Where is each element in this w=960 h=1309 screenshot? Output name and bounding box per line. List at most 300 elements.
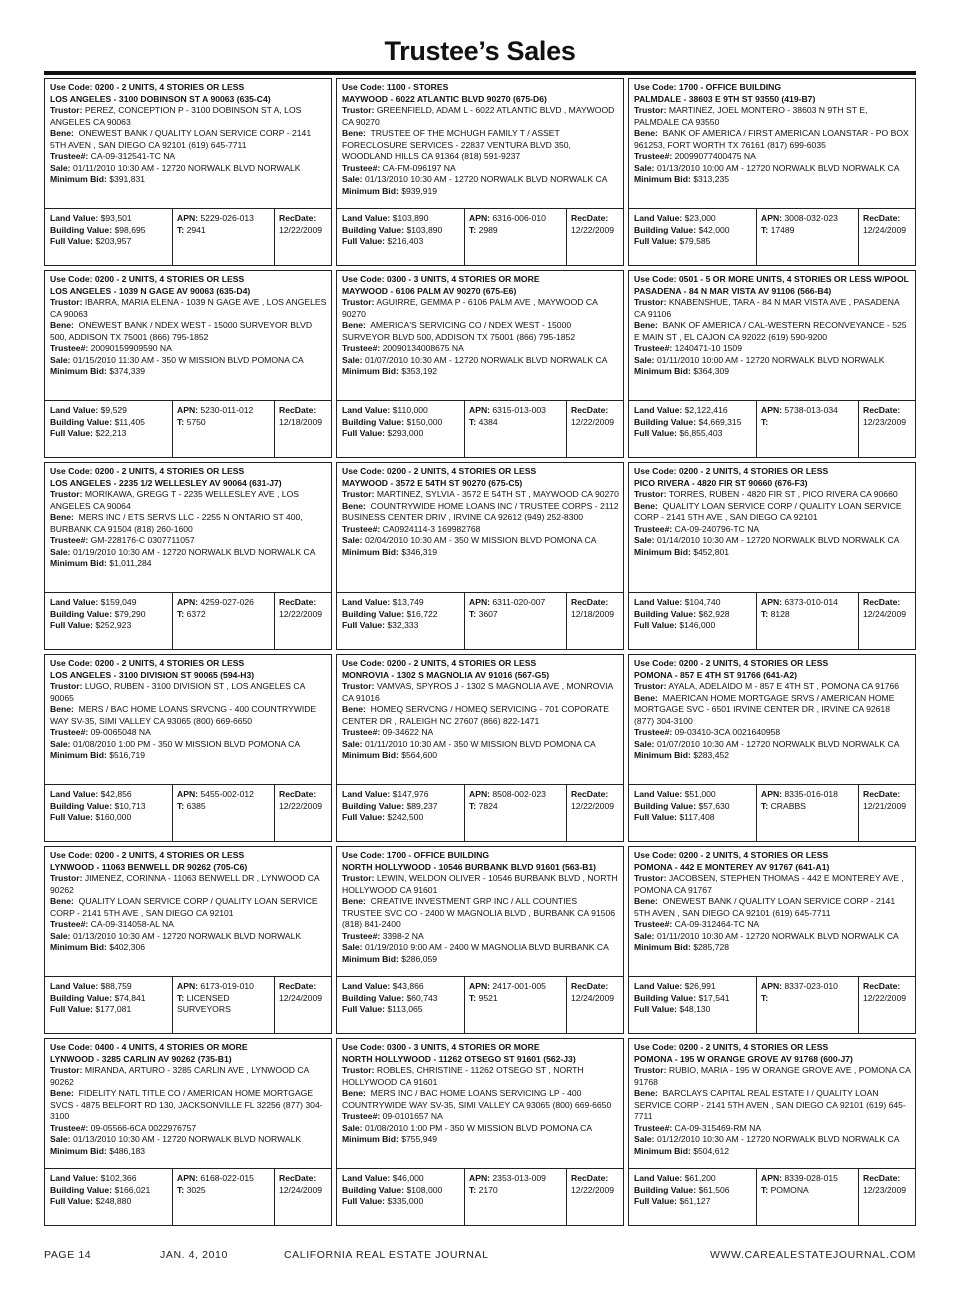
min-bid-line	[634, 174, 911, 186]
apn-label: APN:	[761, 597, 783, 607]
sale-value: 01/11/2010 10:30 AM - 12720 NORWALK BLVD NORWALK	[72, 162, 301, 173]
land-label: Land Value:	[342, 981, 391, 991]
t-label: T:	[177, 416, 185, 427]
trustee-label: Trustee#:	[50, 919, 89, 929]
property-address: NORTH HOLLYWOOD - 11262 OTSEGO ST 91601 (562-J3)	[342, 1053, 576, 1064]
t-value: 2941	[186, 224, 206, 235]
use-code: Use Code: 0300 - 3 UNITS, 4 STORIES OR MORE	[342, 274, 540, 284]
full-value: $252,923	[95, 620, 132, 630]
use-code: Use Code: 0200 - 2 UNITS, 4 STORIES OR LESS	[634, 850, 829, 860]
full-label: Full Value:	[634, 812, 677, 822]
apn-label: APN:	[761, 789, 783, 799]
full-value: $248,880	[95, 1196, 132, 1206]
trustor-label: Trustor:	[50, 489, 83, 499]
full-value: $22,213	[95, 428, 127, 438]
sale-label: Sale:	[342, 174, 363, 184]
bene-line	[634, 896, 911, 919]
recdate-value: 12/24/2009	[279, 992, 323, 1003]
property-address: POMONA - 195 W ORANGE GROVE AV 91768 (600-J7)	[634, 1053, 853, 1064]
values-cell	[45, 593, 173, 649]
values-cell	[45, 401, 173, 457]
trustee-value: CA-FM-096197 NA	[382, 162, 456, 173]
apn-value: 4259-027-026	[200, 597, 254, 607]
valuation-row	[45, 400, 331, 457]
valuation-row	[629, 592, 915, 649]
trustor-label: Trustor:	[342, 489, 375, 499]
min-bid-line	[342, 954, 619, 966]
min-bid-value: $402,306	[109, 942, 146, 952]
land-label: Land Value:	[342, 1173, 391, 1183]
bene-value: CREATIVE INVESTMENT GRP INC / ALL COUNTIES TRUSTEE SVC CO - 2400 W MAGNOLIA BLVD , BURBANK CA 91506 (818) 841-2400	[342, 896, 616, 929]
trustor-line	[634, 1065, 911, 1088]
trustor-line	[50, 489, 327, 512]
full-label: Full Value:	[50, 1004, 93, 1014]
land-label: Land Value:	[50, 405, 99, 415]
bene-line	[50, 704, 327, 727]
sale-value: 01/08/2010 1:00 PM - 350 W MISSION BLVD POMONA CA	[72, 738, 301, 749]
sale-line	[50, 547, 327, 559]
recdate-value: 12/22/2009	[571, 416, 615, 427]
trustor-label: Trustor:	[50, 297, 83, 307]
trustor-value: MARTINEZ, SYLVIA - 3572 E 54TH ST , MAYWOOD CA 90270	[376, 489, 619, 499]
full-label: Full Value:	[50, 236, 93, 246]
full-label: Full Value:	[634, 428, 677, 438]
trustor-value: TORRES, RUBEN - 4820 FIR ST , PICO RIVERA CA 90660	[668, 489, 898, 499]
bene-line	[342, 128, 619, 163]
full-value: $242,500	[387, 812, 424, 822]
apn-label: APN:	[469, 981, 491, 991]
full-value: $146,000	[679, 620, 716, 630]
sale-line	[342, 1123, 619, 1135]
land-value: $9,529	[100, 405, 127, 415]
trustee-line	[50, 343, 327, 355]
min-bid-value: $285,728	[693, 942, 730, 952]
sale-value: 01/07/2010 10:30 AM - 12720 NORWALK BLVD NORWALK CA	[656, 738, 900, 749]
trustor-label: Trustor:	[50, 873, 83, 883]
t-value: CRABBS	[770, 800, 806, 811]
apn-label: APN:	[761, 213, 783, 223]
building-value: $150,000	[406, 416, 443, 427]
values-cell	[337, 209, 465, 265]
apn-cell	[173, 977, 275, 1033]
min-bid-value: $391,831	[109, 174, 146, 184]
apn-cell	[757, 593, 859, 649]
bene-label: Bene:	[634, 128, 658, 138]
recdate-cell	[859, 401, 915, 457]
trustor-line	[634, 105, 911, 128]
apn-cell	[465, 209, 567, 265]
land-label: Land Value:	[50, 213, 99, 223]
bene-line	[342, 704, 619, 727]
values-cell	[629, 401, 757, 457]
valuation-row	[629, 1168, 915, 1225]
building-value: $16,722	[406, 608, 438, 619]
property-address: MAYWOOD - 6022 ATLANTIC BLVD 90270 (675-D6)	[342, 93, 547, 104]
listing-record	[336, 654, 624, 842]
min-bid-value: $486,183	[109, 1145, 146, 1156]
use-code: Use Code: 0200 - 2 UNITS, 4 STORIES OR LESS	[342, 658, 537, 668]
valuation-row	[45, 784, 331, 841]
full-value: $293,000	[387, 428, 424, 438]
bene-value: ONEWEST BANK / QUALITY LOAN SERVICE CORP - 2141 5TH AVEN , SAN DIEGO CA 92101 (619) 645-7711	[50, 128, 312, 150]
land-label: Land Value:	[634, 597, 683, 607]
land-label: Land Value:	[50, 597, 99, 607]
building-value: $89,237	[406, 800, 438, 811]
trustee-label: Trustee#:	[50, 535, 89, 545]
bene-line	[634, 501, 911, 524]
building-value: $62,928	[698, 608, 730, 619]
sale-line	[342, 174, 619, 186]
sale-value: 01/15/2010 11:30 AM - 350 W MISSION BLVD POMONA CA	[72, 354, 304, 365]
recdate-value: 12/18/2009	[571, 608, 615, 619]
apn-cell	[173, 593, 275, 649]
listing-record	[336, 462, 624, 650]
page-title: Trustee’s Sales	[384, 36, 576, 66]
recdate-cell	[859, 1169, 915, 1225]
min-bid-value: $939,919	[401, 185, 438, 196]
full-value: $160,000	[95, 812, 132, 822]
min-bid-label: Minimum Bid:	[342, 1134, 399, 1144]
trustee-value: CA-09-315469-RM NA	[674, 1122, 762, 1133]
recdate-value: 12/24/2009	[571, 992, 615, 1003]
land-label: Land Value:	[342, 213, 391, 223]
sale-value: 02/04/2010 10:30 AM - 350 W MISSION BLVD POMONA CA	[364, 535, 597, 545]
trustee-label: Trustee#:	[634, 343, 673, 353]
min-bid-value: $755,949	[401, 1134, 438, 1144]
land-value: $104,740	[684, 597, 721, 607]
trustor-label: Trustor:	[50, 681, 83, 691]
recdate-label: RecDate:	[571, 1173, 609, 1183]
trustor-line	[50, 105, 327, 128]
full-label: Full Value:	[634, 620, 677, 630]
min-bid-label: Minimum Bid:	[50, 366, 107, 376]
trustee-value: 20090159909590 NA	[90, 343, 172, 353]
bene-label: Bene:	[634, 1088, 658, 1098]
trustee-line	[342, 163, 619, 175]
trustor-label: Trustor:	[634, 1065, 667, 1075]
bene-label: Bene:	[50, 1088, 74, 1098]
use-code: Use Code: 0501 - 5 OR MORE UNITS, 4 STORIES OR LESS W/POOL	[634, 274, 909, 284]
listing-record	[336, 78, 624, 266]
min-bid-value: $564,600	[401, 750, 438, 760]
sale-value: 01/13/2010 10:30 AM - 12720 NORWALK BLVD NORWALK	[72, 1134, 302, 1144]
apn-label: APN:	[469, 1173, 491, 1183]
property-address: POMONA - 857 E 4TH ST 91766 (641-A2)	[634, 669, 798, 680]
land-value: $93,501	[100, 213, 132, 223]
building-label: Building Value:	[342, 1184, 405, 1195]
trustor-value: ROBLES, CHRISTINE - 11262 OTSEGO ST , NORTH HOLLYWOOD CA 91601	[342, 1065, 584, 1087]
trustee-value: CA-09-314058-AL NA	[90, 919, 174, 929]
trustor-label: Trustor:	[50, 105, 83, 115]
full-label: Full Value:	[634, 236, 677, 246]
trustor-label: Trustor:	[342, 1065, 375, 1075]
trustor-line	[342, 297, 619, 320]
values-cell	[45, 1169, 173, 1225]
values-cell	[337, 1169, 465, 1225]
trustee-label: Trustee#:	[342, 1111, 381, 1121]
full-value: $203,957	[95, 236, 132, 246]
min-bid-line	[634, 942, 911, 954]
apn-label: APN:	[761, 405, 783, 415]
bene-label: Bene:	[50, 512, 74, 522]
apn-label: APN:	[177, 981, 199, 991]
valuation-row	[45, 208, 331, 265]
trustee-value: 09-05566-6CA 0022976757	[90, 1122, 197, 1133]
building-value: $103,890	[406, 224, 443, 235]
trustee-label: Trustee#:	[342, 523, 381, 534]
land-value: $102,366	[100, 1173, 137, 1183]
recdate-cell	[567, 401, 623, 457]
recdate-cell	[275, 785, 331, 841]
t-label: T:	[469, 416, 477, 427]
use-code: Use Code: 0200 - 2 UNITS, 4 STORIES OR LESS	[634, 466, 829, 476]
t-value: 3607	[478, 608, 498, 619]
bene-value: FIDELITY NATL TITLE CO / AMERICAN HOME MORTGAGE SVCS - 4875 BELFORT RD 130, JACKSONVILLE FL 32256 (877) 304-3100	[50, 1088, 323, 1121]
trustor-label: Trustor:	[634, 297, 667, 307]
building-label: Building Value:	[634, 1184, 697, 1195]
trustee-line	[50, 919, 327, 931]
land-value: $61,200	[684, 1173, 716, 1183]
recdate-label: RecDate:	[279, 213, 317, 223]
recdate-value: 12/21/2009	[863, 800, 907, 811]
full-value: $117,408	[679, 812, 715, 822]
recdate-value: 12/24/2009	[863, 608, 907, 619]
listing-record	[44, 270, 332, 458]
sale-label: Sale:	[50, 930, 71, 941]
sale-line	[342, 942, 619, 954]
recdate-label: RecDate:	[571, 789, 609, 799]
trustor-value: MORIKAWA, GREGG T - 2235 WELLESLEY AVE , LOS ANGELES CA 90064	[50, 489, 299, 511]
t-value: 2170	[478, 1184, 498, 1195]
t-value: 2989	[478, 224, 498, 235]
values-cell	[629, 209, 757, 265]
sale-value: 01/13/2010 10:30 AM - 12720 NORWALK BLVD NORWALK	[72, 930, 302, 941]
trustee-line	[50, 151, 327, 163]
t-value: POMONA	[770, 1184, 809, 1195]
valuation-row	[337, 208, 623, 265]
land-value: $23,000	[684, 213, 716, 223]
property-address: LYNWOOD - 11063 BENWELL DR 90262 (705-C6)	[50, 861, 248, 872]
apn-cell	[173, 1169, 275, 1225]
building-value: $79,290	[114, 608, 146, 619]
values-cell	[337, 977, 465, 1033]
apn-value: 8339-028-015	[784, 1173, 838, 1183]
bene-label: Bene:	[342, 1088, 366, 1098]
land-label: Land Value:	[50, 789, 99, 799]
recdate-label: RecDate:	[279, 597, 317, 607]
sale-line	[634, 163, 911, 175]
trustor-value: JIMENEZ, CORINNA - 11063 BENWELL DR , LYNWOOD CA 90262	[50, 873, 320, 895]
bene-line	[342, 896, 619, 931]
trustor-line	[50, 1065, 327, 1088]
bene-line	[634, 128, 911, 151]
recdate-cell	[859, 785, 915, 841]
trustee-label: Trustee#:	[342, 343, 381, 353]
sale-value: 01/07/2010 10:30 AM - 12720 NORWALK BLVD NORWALK CA	[364, 354, 608, 365]
building-label: Building Value:	[634, 992, 697, 1003]
bene-value: MAERICAN HOME MORTGAGE SRVS / AMERICAN HOME MORTGAGE SVC - 6501 IRVINE CENTER DR , IRVINE CA 92618 (877) 304-3100	[634, 692, 895, 726]
apn-cell	[757, 977, 859, 1033]
building-value: $4,669,315	[698, 416, 742, 427]
apn-value: 6373-010-014	[784, 597, 838, 607]
trustor-label: Trustor:	[50, 1065, 83, 1075]
land-label: Land Value:	[634, 981, 683, 991]
trustor-line	[342, 873, 619, 896]
values-cell	[45, 977, 173, 1033]
trustor-value: IBARRA, MARIA ELENA - 1039 N GAGE AVE , LOS ANGELES CA 90063	[50, 297, 327, 319]
t-label: T:	[469, 224, 477, 235]
listing-record	[628, 846, 916, 1034]
footer-page: PAGE 14	[44, 1249, 92, 1261]
trustor-label: Trustor:	[634, 681, 667, 691]
min-bid-label: Minimum Bid:	[342, 185, 399, 196]
recdate-label: RecDate:	[571, 405, 609, 415]
recdate-label: RecDate:	[571, 981, 609, 991]
full-label: Full Value:	[634, 1004, 677, 1014]
land-value: $42,856	[100, 789, 132, 799]
full-label: Full Value:	[50, 428, 93, 438]
apn-cell	[757, 401, 859, 457]
min-bid-label: Minimum Bid:	[50, 942, 107, 952]
min-bid-line	[342, 750, 619, 762]
sale-label: Sale:	[634, 354, 655, 365]
trustee-value: 09-03410-3CA 0021640958	[674, 727, 781, 737]
min-bid-label: Minimum Bid:	[634, 366, 691, 376]
recdate-label: RecDate:	[571, 597, 609, 607]
sale-line	[342, 355, 619, 367]
use-code: Use Code: 1100 - STORES	[342, 82, 449, 92]
recdate-value: 12/22/2009	[571, 1184, 615, 1195]
apn-value: 6315-013-003	[492, 405, 546, 415]
apn-cell	[465, 785, 567, 841]
recdate-cell	[567, 593, 623, 649]
apn-label: APN:	[761, 1173, 783, 1183]
min-bid-label: Minimum Bid:	[50, 1145, 107, 1156]
recdate-cell	[275, 401, 331, 457]
bene-line	[342, 320, 619, 343]
property-address: LOS ANGELES - 3100 DOBINSON ST A 90063 (635-C4)	[50, 93, 271, 104]
trustee-value: 09-0065048 NA	[90, 727, 151, 737]
listing-record	[628, 78, 916, 266]
valuation-row	[337, 400, 623, 457]
apn-value: 8335-016-018	[784, 789, 838, 799]
t-value: 7824	[478, 800, 498, 811]
sale-line	[50, 163, 327, 175]
recdate-label: RecDate:	[863, 213, 901, 223]
building-label: Building Value:	[634, 800, 697, 811]
listing-record	[44, 1038, 332, 1226]
trustor-line	[50, 297, 327, 320]
bene-label: Bene:	[50, 128, 74, 138]
full-value: $79,585	[679, 236, 711, 246]
use-code: Use Code: 0200 - 2 UNITS, 4 STORIES OR LESS	[634, 658, 829, 668]
building-value: $74,841	[114, 992, 146, 1003]
apn-label: APN:	[469, 405, 491, 415]
trustor-line	[634, 297, 911, 320]
full-label: Full Value:	[50, 620, 93, 630]
min-bid-label: Minimum Bid:	[634, 1145, 691, 1156]
trustee-label: Trustee#:	[50, 343, 89, 353]
trustor-value: MARTINEZ, JOEL MONTERO - 38603 N 9TH ST E, PALMDALE CA 93550	[634, 105, 868, 127]
recdate-cell	[859, 209, 915, 265]
recdate-value: 12/24/2009	[279, 1184, 323, 1195]
use-code: Use Code: 0200 - 2 UNITS, 4 STORIES OR LESS	[634, 1042, 829, 1052]
bene-line	[634, 693, 911, 728]
min-bid-line	[342, 366, 619, 378]
values-cell	[45, 785, 173, 841]
min-bid-value: $286,059	[401, 953, 438, 964]
apn-value: 6316-006-010	[492, 213, 546, 223]
valuation-row	[45, 976, 331, 1033]
min-bid-line	[50, 174, 327, 186]
apn-label: APN:	[469, 213, 491, 223]
valuation-row	[337, 784, 623, 841]
min-bid-line	[50, 942, 327, 954]
apn-label: APN:	[469, 597, 491, 607]
bene-value: QUALITY LOAN SERVICE CORP / QUALITY LOAN SERVICE CORP - 2141 5TH AVE , SAN DIEGO CA 92101	[50, 896, 318, 918]
recdate-cell	[275, 209, 331, 265]
trustor-line	[50, 681, 327, 704]
full-value: $48,130	[679, 1004, 711, 1014]
values-cell	[629, 1169, 757, 1225]
land-value: $147,976	[392, 789, 429, 799]
recdate-cell	[567, 977, 623, 1033]
property-address: LOS ANGELES - 2235 1/2 WELLESLEY AV 90064 (631-J7)	[50, 477, 282, 488]
property-address: MONROVIA - 1302 S MAGNOLIA AV 91016 (567-G5)	[342, 669, 550, 680]
building-value: $57,630	[698, 800, 730, 811]
property-address: LOS ANGELES - 3100 DIVISION ST 90065 (594-H3)	[50, 669, 255, 680]
trustor-label: Trustor:	[634, 873, 667, 883]
recdate-cell	[567, 209, 623, 265]
t-label: T:	[177, 608, 185, 619]
sale-label: Sale:	[634, 738, 655, 749]
trustee-value: 09-34622 NA	[382, 727, 434, 737]
min-bid-label: Minimum Bid:	[342, 366, 399, 376]
land-label: Land Value:	[342, 789, 391, 799]
trustor-value: JACOBSEN, STEPHEN THOMAS - 442 E MONTEREY AVE , POMONA CA 91767	[634, 873, 904, 895]
building-label: Building Value:	[342, 800, 405, 811]
t-value: 17489	[770, 224, 795, 235]
listing-record	[628, 462, 916, 650]
trustee-line	[634, 524, 911, 536]
bene-line	[50, 512, 327, 535]
trustor-line	[342, 105, 619, 128]
building-label: Building Value:	[634, 416, 697, 427]
land-value: $103,890	[392, 213, 429, 223]
sale-line	[50, 355, 327, 367]
t-label: T:	[469, 1184, 477, 1195]
bene-line	[342, 501, 619, 524]
t-value: 4384	[478, 416, 498, 427]
sale-label: Sale:	[50, 1134, 71, 1144]
sale-label: Sale:	[50, 162, 71, 173]
bene-line	[50, 128, 327, 151]
t-value: 3025	[186, 1184, 206, 1195]
sale-label: Sale:	[50, 354, 71, 365]
use-code: Use Code: 0200 - 2 UNITS, 4 STORIES OR LESS	[50, 658, 245, 668]
sale-line	[634, 931, 911, 943]
recdate-value: 12/22/2009	[279, 224, 323, 235]
t-label: T:	[177, 224, 185, 235]
apn-cell	[173, 401, 275, 457]
recdate-label: RecDate:	[863, 1173, 901, 1183]
bene-line	[50, 896, 327, 919]
recdate-cell	[859, 593, 915, 649]
apn-value: 8508-002-023	[492, 789, 546, 799]
use-code: Use Code: 0300 - 3 UNITS, 4 STORIES OR MORE	[342, 1042, 540, 1052]
trustor-value: AYALA, ADELAIDO M - 857 E 4TH ST , POMONA CA 91766	[668, 681, 900, 691]
trustee-line	[342, 727, 619, 739]
